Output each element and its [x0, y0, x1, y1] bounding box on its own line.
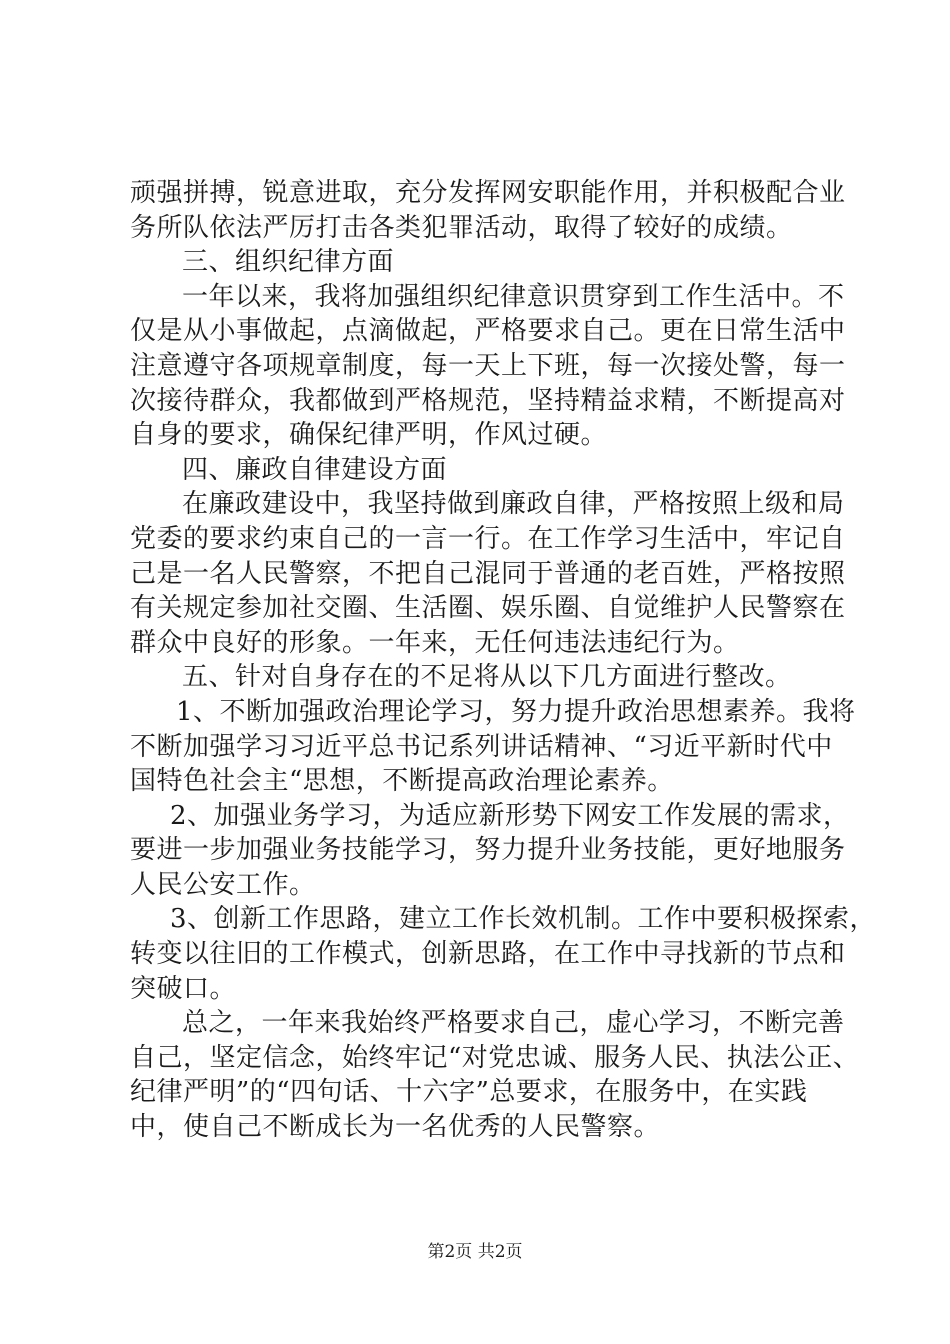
body-line: 总之，一年来我始终严格要求自己，虚心学习，不断完善 [182, 1008, 845, 1039]
section-heading: 四、廉政自律建设方面 [182, 454, 448, 485]
body-line: 在廉政建设中，我坚持做到廉政自律，严格按照上级和局 [182, 489, 845, 520]
body-line: 纪律严明”的“四句话、十六字”总要求，在服务中，在实践 [130, 1077, 808, 1108]
body-line: 突破口。 [130, 973, 237, 1004]
body-line: 不断加强学习习近平总书记系列讲话精神、“习近平新时代中 [130, 731, 833, 762]
body-line: 群众中良好的形象。一年来，无任何违法违纪行为。 [130, 627, 740, 658]
body-line: 自身的要求，确保纪律严明，作风过硬。 [130, 420, 608, 451]
body-line: 有关规定参加社交圈、生活圈、娱乐圈、自觉维护人民警察在 [130, 593, 846, 624]
document-body [130, 176, 877, 1145]
page-number-footer: 第2页 共2页 [427, 1242, 523, 1262]
body-line: 次接待群众，我都做到严格规范，坚持精益求精，不断提高对 [130, 385, 846, 416]
body-line: 要进一步加强业务技能学习，努力提升业务技能，更好地服务 [130, 835, 846, 866]
section-heading: 五、针对自身存在的不足将从以下几方面进行整改。 [182, 662, 792, 693]
list-item: 2、加强业务学习，为适应新形势下网安工作发展的需求， [170, 800, 850, 831]
body-line: 转变以往旧的工作模式，创新思路，在工作中寻找新的节点和 [130, 939, 846, 970]
body-line: 己是一名人民警察，不把自己混同于普通的老百姓，严格按照 [130, 558, 846, 589]
body-line: 顽强拼搏，锐意进取，充分发挥网安职能作用，并积极配合业 [130, 178, 846, 208]
body-line: 中，使自己不断成长为一名优秀的人民警察。 [130, 1112, 661, 1143]
body-line: 务所队依法严厉打击各类犯罪活动，取得了较好的成绩。 [130, 212, 793, 243]
body-line: 自己，坚定信念，始终牢记“对党忠诚、服务人民、执法公正、 [130, 1042, 860, 1073]
list-item: 3、创新工作思路，建立工作长效机制。工作中要积极探索， [170, 904, 877, 935]
body-line: 注意遵守各项规章制度，每一天上下班，每一次接处警，每一 [130, 350, 846, 381]
body-line: 人民公安工作。 [130, 869, 316, 900]
section-heading: 三、组织纪律方面 [182, 247, 395, 278]
body-line: 仅是从小事做起，点滴做起，严格要求自己。更在日常生活中 [130, 316, 846, 347]
body-line: 党委的要求约束自己的一言一行。在工作学习生活中，牢记自 [130, 523, 846, 554]
list-item: 1、不断加强政治理论学习，努力提升政治思想素养。我将 [176, 696, 856, 727]
body-line: 一年以来，我将加强组织纪律意识贯穿到工作生活中。不 [182, 281, 845, 312]
body-line: 国特色社会主“思想，不断提高政治理论素养。 [130, 766, 674, 797]
